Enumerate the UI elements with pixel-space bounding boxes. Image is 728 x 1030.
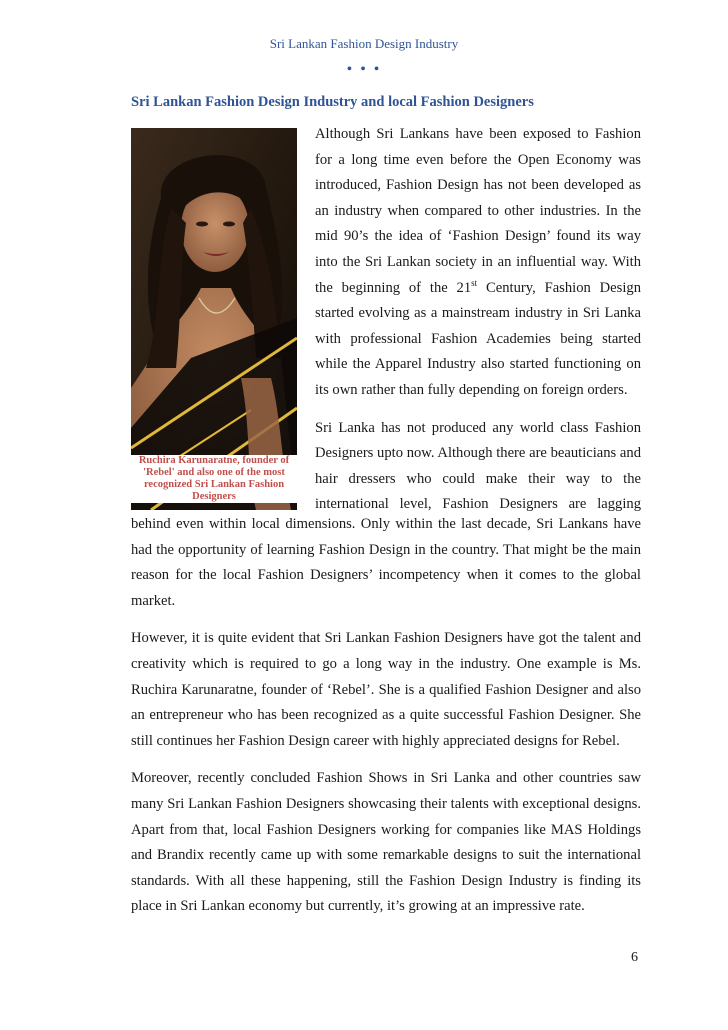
body-text-block <box>131 512 641 920</box>
wrapped-text-block <box>315 122 641 518</box>
photo-caption: Ruchira Karunaratne, founder of 'Rebel' and also one of the most recognized Sri Lankan Fashion Designers <box>131 455 297 503</box>
portrait-photo <box>131 128 297 510</box>
paragraph-4: Moreover, recently concluded Fashion Shows in Sri Lanka and other countries saw many Sri Lankan Fashion Designers showcasing their talents with exceptional designs. Apart from that, local Fashion Designers working for companies like MAS Holdings and Brandix recently came up with some remarkable designs to suit the international standards. With all these happening, still the Fashion Design Industry is finding its place in Sri Lankan economy but currently, it’s growing at an impressive rate. <box>131 770 641 915</box>
paragraph-1 <box>315 122 641 404</box>
paragraph-2-wrapped: Sri Lanka has not produced any world class Fashion Designers upto now. Although there are beauticians and hair dressers who could make their way to the international level, Fashion Designers are lagging <box>315 419 641 513</box>
paragraph-2-continued: behind even within local dimensions. Only within the last decade, Sri Lankans have had the opportunity of learning Fashion Design in the country. That might be the main reason for the local Fashion Designers’ incompetency when it comes to the global market. <box>131 516 641 609</box>
page-number: 6 <box>631 950 638 965</box>
paragraph-3: However, it is quite evident that Sri Lankan Fashion Designers have got the talent and creativity which is required to go a long way in the industry. One example is Ms. Ruchira Karunaratne, founder of ‘Rebel’. She is a qualified Fashion Designer and also an entrepreneur who has been recognized as a quite successful Fashion Designer. She still continues her Fashion Design career with highly appreciated designs for Rebel. <box>131 630 641 749</box>
header-ornament: • • • <box>346 61 382 78</box>
section-title: Sri Lankan Fashion Design Industry and local Fashion Designers <box>131 94 534 110</box>
paragraph-1-part-b: Century, Fashion Design started evolving as a mainstream industry in Sri Lanka with professional Fashion Academies being started while the Apparel Industry also started functioning on its own rather than fully depending on foreign orders. <box>315 279 641 398</box>
running-header: Sri Lankan Fashion Design Industry <box>269 36 459 51</box>
ordinal-superscript: st <box>471 277 478 288</box>
paragraph-1-part-a: Although Sri Lankans have been exposed to Fashion for a long time even before the Open Economy was introduced, Fashion Design has not been developed as an industry when compared to other industries. In the mid 90’s the idea of ‘Fashion Design’ found its way into the Sri Lankan society in an influential way. With the beginning of the 21 <box>315 126 641 296</box>
